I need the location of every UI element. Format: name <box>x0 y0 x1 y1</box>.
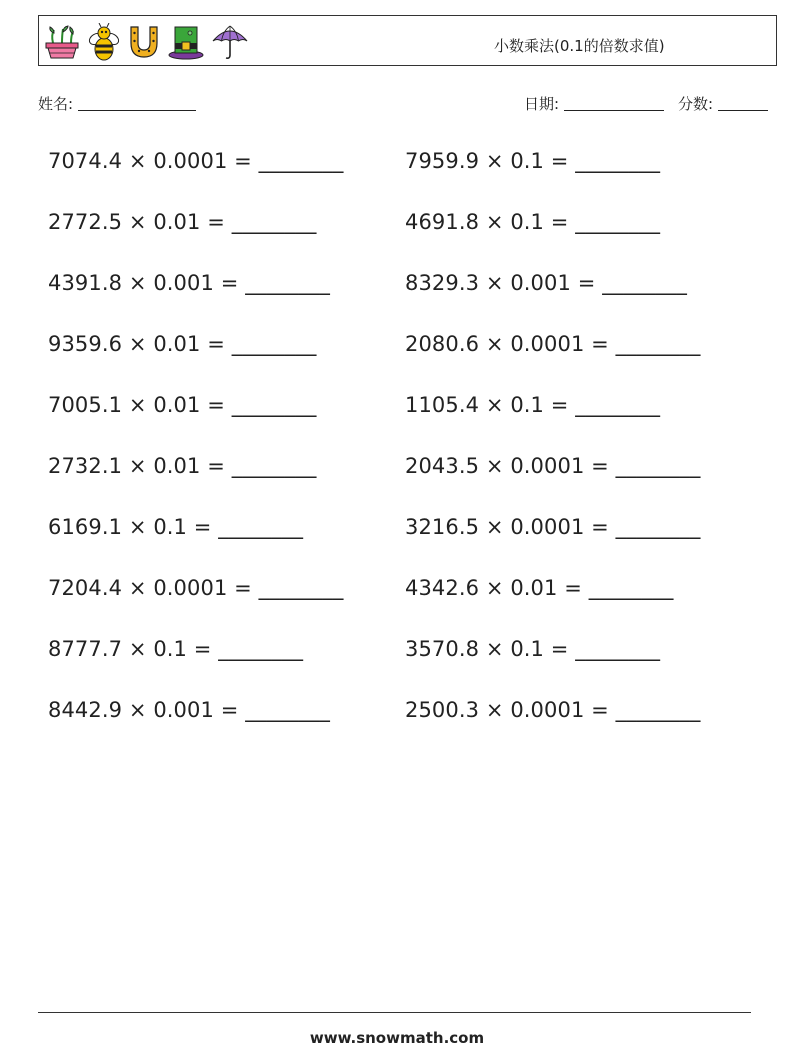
problem-7: 9359.6 × 0.01 = ________ <box>48 332 317 356</box>
footer-url[interactable]: www.snowmath.com <box>309 1029 485 1047</box>
problem-18: 3570.8 × 0.1 = ________ <box>405 637 661 661</box>
score-field <box>678 93 768 114</box>
score-line[interactable] <box>718 97 768 111</box>
footer-divider <box>38 1012 751 1013</box>
name-field <box>38 93 196 114</box>
problem-8: 2080.6 × 0.0001 = ________ <box>405 332 701 356</box>
date-field <box>524 93 664 114</box>
problem-4: 4691.8 × 0.1 = ________ <box>405 210 661 234</box>
leprechaun-hat-icon <box>167 23 205 61</box>
worksheet-header <box>38 15 777 66</box>
problem-9: 7005.1 × 0.01 = ________ <box>48 393 317 417</box>
date-label: 日期: <box>524 95 560 113</box>
worksheet-title: 小数乘法(0.1的倍数求值) <box>494 37 665 55</box>
problem-3: 2772.5 × 0.01 = ________ <box>48 210 317 234</box>
problem-20: 2500.3 × 0.0001 = ________ <box>405 698 701 722</box>
horseshoe-icon <box>127 23 161 61</box>
problem-17: 8777.7 × 0.1 = ________ <box>48 637 304 661</box>
problem-15: 7204.4 × 0.0001 = ________ <box>48 576 344 600</box>
problem-2: 7959.9 × 0.1 = ________ <box>405 149 661 173</box>
problem-11: 2732.1 × 0.01 = ________ <box>48 454 317 478</box>
problem-16: 4342.6 × 0.01 = ________ <box>405 576 674 600</box>
problem-1: 7074.4 × 0.0001 = ________ <box>48 149 344 173</box>
plant-pot-icon <box>43 23 81 61</box>
problem-13: 6169.1 × 0.1 = ________ <box>48 515 304 539</box>
problem-5: 4391.8 × 0.001 = ________ <box>48 271 330 295</box>
bee-icon <box>87 23 121 61</box>
problem-6: 8329.3 × 0.001 = ________ <box>405 271 687 295</box>
date-line[interactable] <box>564 97 664 111</box>
score-label: 分数: <box>678 95 714 113</box>
header-icons <box>43 22 249 62</box>
name-line[interactable] <box>78 97 196 111</box>
problem-10: 1105.4 × 0.1 = ________ <box>405 393 661 417</box>
name-label: 姓名: <box>38 95 74 113</box>
problem-12: 2043.5 × 0.0001 = ________ <box>405 454 701 478</box>
umbrella-icon <box>211 23 249 61</box>
problem-14: 3216.5 × 0.0001 = ________ <box>405 515 701 539</box>
problem-19: 8442.9 × 0.001 = ________ <box>48 698 330 722</box>
